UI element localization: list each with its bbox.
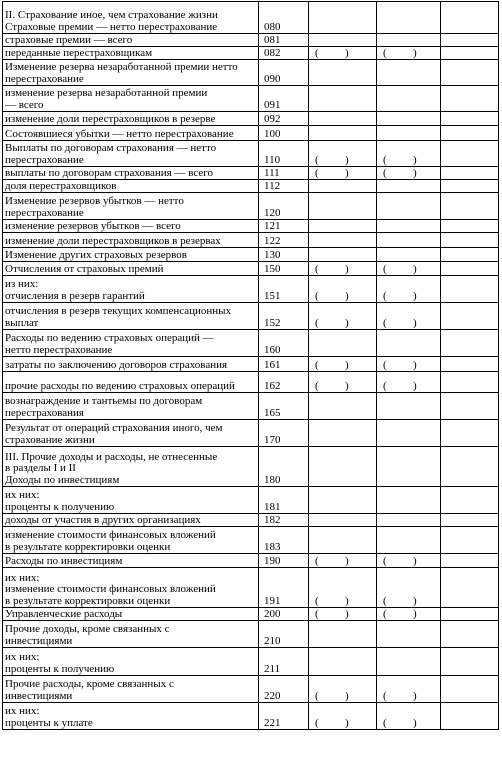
value-current-period — [309, 621, 377, 648]
value-previous-period — [377, 568, 441, 608]
row-label: доля перестраховщиков — [3, 180, 259, 193]
table-row — [3, 276, 499, 303]
value-current-period — [309, 527, 377, 554]
value-extra — [441, 372, 499, 393]
table-row — [3, 2, 499, 34]
table-row — [3, 180, 499, 193]
value-extra — [441, 303, 499, 330]
value-previous-period — [377, 621, 441, 648]
value-current-period — [309, 193, 377, 220]
table-row — [3, 233, 499, 248]
value-previous-period — [377, 303, 441, 330]
value-current-period — [309, 447, 377, 487]
table-row — [3, 112, 499, 126]
value-extra — [441, 2, 499, 34]
paren-close: ) — [345, 716, 349, 729]
value-current-period — [309, 34, 377, 47]
value-extra — [441, 180, 499, 193]
value-extra — [441, 34, 499, 47]
row-code: 111 — [259, 167, 309, 180]
value-current-period — [309, 608, 377, 621]
value-extra — [441, 554, 499, 568]
value-previous-period — [377, 141, 441, 167]
value-current-period — [309, 60, 377, 86]
value-current-period — [309, 330, 377, 357]
row-label: их них: проценты к получению — [3, 648, 259, 676]
value-extra — [441, 648, 499, 676]
value-current-period — [309, 554, 377, 568]
row-code: 110 — [259, 141, 309, 167]
paren-close: ) — [413, 379, 417, 392]
value-previous-period — [377, 2, 441, 34]
table-row — [3, 554, 499, 568]
table-row — [3, 126, 499, 141]
paren-open: ( — [315, 289, 319, 302]
value-extra — [441, 357, 499, 372]
value-extra — [441, 86, 499, 112]
value-current-period — [309, 220, 377, 233]
row-label: прочие расходы по ведению страховых операций — [3, 372, 259, 393]
value-current-period — [309, 167, 377, 180]
value-previous-period — [377, 167, 441, 180]
value-current-period — [309, 276, 377, 303]
row-code: 221 — [259, 703, 309, 730]
row-code: 080 — [259, 2, 309, 34]
value-extra — [441, 276, 499, 303]
row-label: изменение доли перестраховщиков в резервах — [3, 233, 259, 248]
row-code: 150 — [259, 262, 309, 276]
value-current-period — [309, 487, 377, 514]
table-row — [3, 86, 499, 112]
report-sheet — [2, 1, 498, 730]
value-extra — [441, 608, 499, 621]
paren-open: ( — [383, 153, 387, 166]
paren-close: ) — [413, 316, 417, 329]
value-current-period — [309, 233, 377, 248]
value-extra — [441, 568, 499, 608]
value-current-period — [309, 86, 377, 112]
paren-open: ( — [315, 153, 319, 166]
value-extra — [441, 47, 499, 60]
value-previous-period — [377, 608, 441, 621]
paren-open: ( — [383, 689, 387, 702]
value-previous-period — [377, 372, 441, 393]
row-code: 122 — [259, 233, 309, 248]
value-extra — [441, 621, 499, 648]
row-code: 112 — [259, 180, 309, 193]
value-extra — [441, 193, 499, 220]
value-previous-period — [377, 60, 441, 86]
table-row — [3, 514, 499, 527]
row-code: 092 — [259, 112, 309, 126]
value-previous-period — [377, 193, 441, 220]
row-label: Изменение других страховых резервов — [3, 248, 259, 262]
paren-close: ) — [345, 166, 349, 179]
table-row — [3, 357, 499, 372]
financial-results-table — [2, 1, 499, 730]
row-label: Выплаты по договорам страхования — нетто перестрахование — [3, 141, 259, 167]
value-current-period — [309, 676, 377, 703]
row-code: 165 — [259, 393, 309, 420]
row-code: 220 — [259, 676, 309, 703]
value-previous-period — [377, 330, 441, 357]
paren-close: ) — [345, 607, 349, 620]
row-label: Отчисления от страховых премий — [3, 262, 259, 276]
row-code: 160 — [259, 330, 309, 357]
value-previous-period — [377, 676, 441, 703]
paren-close: ) — [413, 607, 417, 620]
value-extra — [441, 447, 499, 487]
row-label: Расходы по ведению страховых операций — нетто перестрахование — [3, 330, 259, 357]
row-code: 183 — [259, 527, 309, 554]
paren-close: ) — [345, 262, 349, 275]
value-previous-period — [377, 527, 441, 554]
paren-open: ( — [383, 554, 387, 567]
value-previous-period — [377, 514, 441, 527]
value-extra — [441, 676, 499, 703]
value-previous-period — [377, 648, 441, 676]
row-code: 081 — [259, 34, 309, 47]
value-current-period — [309, 648, 377, 676]
row-label: Прочие расходы, кроме связанных с инвестициями — [3, 676, 259, 703]
value-extra — [441, 487, 499, 514]
paren-open: ( — [383, 379, 387, 392]
value-previous-period — [377, 47, 441, 60]
value-current-period — [309, 248, 377, 262]
row-label: затраты по заключению договоров страхования — [3, 357, 259, 372]
paren-open: ( — [315, 316, 319, 329]
value-previous-period — [377, 487, 441, 514]
paren-open: ( — [315, 716, 319, 729]
row-code: 180 — [259, 447, 309, 487]
table-row — [3, 676, 499, 703]
value-extra — [441, 420, 499, 447]
row-label: Состоявшиеся убытки — нетто перестрахование — [3, 126, 259, 141]
table-row — [3, 648, 499, 676]
value-previous-period — [377, 447, 441, 487]
row-label: вознаграждение и тантьемы по договорам перестрахования — [3, 393, 259, 420]
paren-close: ) — [345, 358, 349, 371]
table-row — [3, 393, 499, 420]
table-row — [3, 372, 499, 393]
paren-close: ) — [345, 289, 349, 302]
row-label: изменение резерва незаработанной премии — всего — [3, 86, 259, 112]
row-code: 082 — [259, 47, 309, 60]
row-code: 170 — [259, 420, 309, 447]
table-row — [3, 34, 499, 47]
value-extra — [441, 248, 499, 262]
row-code: 162 — [259, 372, 309, 393]
value-current-period — [309, 357, 377, 372]
paren-close: ) — [345, 594, 349, 607]
paren-close: ) — [345, 554, 349, 567]
paren-close: ) — [413, 46, 417, 59]
table-row — [3, 60, 499, 86]
paren-close: ) — [345, 46, 349, 59]
paren-open: ( — [315, 554, 319, 567]
paren-open: ( — [315, 358, 319, 371]
paren-open: ( — [315, 607, 319, 620]
row-code: 210 — [259, 621, 309, 648]
table-row — [3, 220, 499, 233]
row-label: Управленческие расходы — [3, 608, 259, 621]
row-label: III. Прочие доходы и расходы, не отнесенные в разделы I и II Доходы по инвестициям — [3, 447, 259, 487]
row-label: Изменение резервов убытков — нетто перестрахование — [3, 193, 259, 220]
table-row — [3, 167, 499, 180]
table-row — [3, 703, 499, 730]
row-label: страховые премии — всего — [3, 34, 259, 47]
paren-close: ) — [413, 358, 417, 371]
value-previous-period — [377, 86, 441, 112]
paren-open: ( — [383, 289, 387, 302]
paren-close: ) — [345, 379, 349, 392]
table-row — [3, 608, 499, 621]
table-row — [3, 487, 499, 514]
row-label: переданные перестраховщикам — [3, 47, 259, 60]
row-label: доходы от участия в других организациях — [3, 514, 259, 527]
row-code: 200 — [259, 608, 309, 621]
value-current-period — [309, 393, 377, 420]
row-label: выплаты по договорам страхования — всего — [3, 167, 259, 180]
value-previous-period — [377, 248, 441, 262]
table-body — [3, 2, 499, 730]
value-current-period — [309, 180, 377, 193]
value-current-period — [309, 420, 377, 447]
value-previous-period — [377, 220, 441, 233]
table-row — [3, 248, 499, 262]
row-label: их них: изменение стоимости финансовых вложений в результате корректировки оценки — [3, 568, 259, 608]
row-code: 211 — [259, 648, 309, 676]
value-extra — [441, 220, 499, 233]
paren-open: ( — [383, 166, 387, 179]
table-row — [3, 141, 499, 167]
value-previous-period — [377, 233, 441, 248]
value-extra — [441, 60, 499, 86]
paren-open: ( — [383, 262, 387, 275]
row-code: 130 — [259, 248, 309, 262]
value-extra — [441, 330, 499, 357]
value-previous-period — [377, 262, 441, 276]
value-previous-period — [377, 554, 441, 568]
row-label: их них: проценты к получению — [3, 487, 259, 514]
row-code: 181 — [259, 487, 309, 514]
value-extra — [441, 703, 499, 730]
value-previous-period — [377, 357, 441, 372]
row-label: Расходы по инвестициям — [3, 554, 259, 568]
value-current-period — [309, 303, 377, 330]
paren-close: ) — [345, 689, 349, 702]
value-previous-period — [377, 126, 441, 141]
row-label: изменение стоимости финансовых вложений в результате корректировки оценки — [3, 527, 259, 554]
paren-close: ) — [413, 262, 417, 275]
paren-open: ( — [315, 262, 319, 275]
row-code: 100 — [259, 126, 309, 141]
paren-open: ( — [315, 594, 319, 607]
row-code: 090 — [259, 60, 309, 86]
table-row — [3, 193, 499, 220]
row-label: Прочие доходы, кроме связанных с инвестициями — [3, 621, 259, 648]
paren-close: ) — [413, 594, 417, 607]
paren-open: ( — [315, 379, 319, 392]
value-previous-period — [377, 34, 441, 47]
value-previous-period — [377, 112, 441, 126]
table-row — [3, 447, 499, 487]
paren-open: ( — [383, 358, 387, 371]
paren-close: ) — [413, 289, 417, 302]
value-previous-period — [377, 420, 441, 447]
row-code: 182 — [259, 514, 309, 527]
paren-close: ) — [413, 166, 417, 179]
table-row — [3, 47, 499, 60]
paren-open: ( — [383, 46, 387, 59]
row-label: II. Страхование иное, чем страхование жизни Страховые премии — нетто перестрахование — [3, 2, 259, 34]
row-label: Результат от операций страхования иного, чем страхование жизни — [3, 420, 259, 447]
value-previous-period — [377, 180, 441, 193]
value-current-period — [309, 703, 377, 730]
value-previous-period — [377, 703, 441, 730]
row-code: 190 — [259, 554, 309, 568]
paren-close: ) — [345, 316, 349, 329]
row-code: 121 — [259, 220, 309, 233]
value-previous-period — [377, 276, 441, 303]
paren-open: ( — [383, 607, 387, 620]
value-extra — [441, 393, 499, 420]
table-row — [3, 330, 499, 357]
value-extra — [441, 514, 499, 527]
value-current-period — [309, 568, 377, 608]
table-row — [3, 621, 499, 648]
row-label: отчисления в резерв текущих компенсационных выплат — [3, 303, 259, 330]
value-extra — [441, 262, 499, 276]
value-extra — [441, 126, 499, 141]
table-row — [3, 568, 499, 608]
value-current-period — [309, 126, 377, 141]
paren-open: ( — [315, 46, 319, 59]
value-current-period — [309, 2, 377, 34]
value-current-period — [309, 112, 377, 126]
row-code: 151 — [259, 276, 309, 303]
value-extra — [441, 527, 499, 554]
paren-close: ) — [345, 153, 349, 166]
row-code: 091 — [259, 86, 309, 112]
value-extra — [441, 233, 499, 248]
paren-open: ( — [315, 689, 319, 702]
value-current-period — [309, 514, 377, 527]
row-label: из них: отчисления в резерв гарантий — [3, 276, 259, 303]
value-previous-period — [377, 393, 441, 420]
paren-open: ( — [383, 716, 387, 729]
row-label: Изменение резерва незаработанной премии нетто перестрахование — [3, 60, 259, 86]
value-extra — [441, 141, 499, 167]
row-label: изменение доли перестраховщиков в резерве — [3, 112, 259, 126]
paren-close: ) — [413, 689, 417, 702]
paren-open: ( — [383, 594, 387, 607]
value-extra — [441, 112, 499, 126]
row-label: их них: проценты к уплате — [3, 703, 259, 730]
row-code: 191 — [259, 568, 309, 608]
paren-open: ( — [315, 166, 319, 179]
paren-open: ( — [383, 316, 387, 329]
table-row — [3, 303, 499, 330]
row-label: изменение резервов убытков — всего — [3, 220, 259, 233]
table-row — [3, 527, 499, 554]
value-current-period — [309, 372, 377, 393]
paren-close: ) — [413, 716, 417, 729]
row-code: 161 — [259, 357, 309, 372]
value-extra — [441, 167, 499, 180]
value-current-period — [309, 47, 377, 60]
value-current-period — [309, 141, 377, 167]
row-code: 120 — [259, 193, 309, 220]
row-code: 152 — [259, 303, 309, 330]
value-current-period — [309, 262, 377, 276]
paren-close: ) — [413, 153, 417, 166]
paren-close: ) — [413, 554, 417, 567]
table-row — [3, 262, 499, 276]
table-row — [3, 420, 499, 447]
